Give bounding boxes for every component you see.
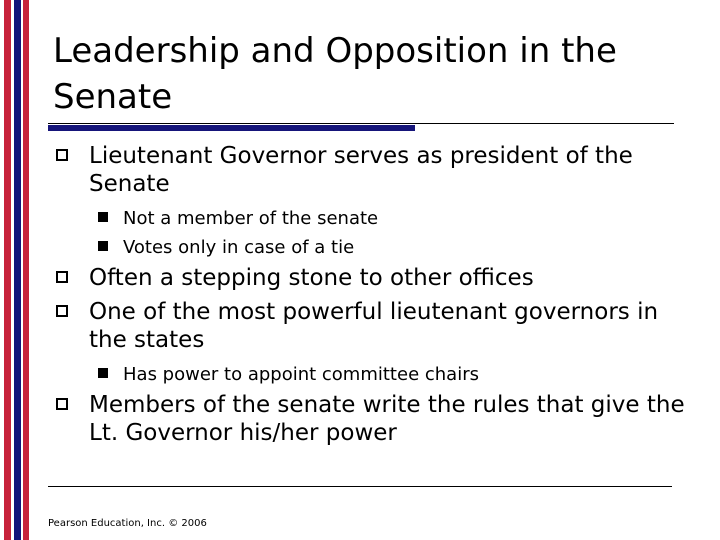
sub-bullet-item bbox=[56, 204, 696, 233]
bullet-list bbox=[56, 142, 696, 453]
footer-divider bbox=[48, 486, 672, 487]
sub-bullet-text: Votes only in case of a tie bbox=[123, 237, 355, 258]
bullet-item bbox=[56, 142, 696, 198]
filled-square-bullet-icon bbox=[98, 368, 108, 378]
filled-square-bullet-icon bbox=[98, 212, 108, 222]
title-divider-thick bbox=[48, 125, 415, 131]
hollow-square-bullet-icon bbox=[56, 149, 68, 161]
stripe-red bbox=[4, 0, 11, 540]
hollow-square-bullet-icon bbox=[56, 305, 68, 317]
sub-bullet-item bbox=[56, 360, 696, 389]
bullet-item bbox=[56, 391, 696, 447]
hollow-square-bullet-icon bbox=[56, 271, 68, 283]
bullet-text: Members of the senate write the rules that give the Lt. Governor his/her power bbox=[89, 392, 685, 446]
title-divider-thin bbox=[48, 123, 674, 124]
stripe-blue bbox=[14, 0, 21, 540]
sub-bullet-text: Has power to appoint committee chairs bbox=[123, 364, 479, 385]
footer-copyright: Pearson Education, Inc. © 2006 bbox=[48, 518, 207, 529]
sub-bullet-text: Not a member of the senate bbox=[123, 208, 379, 229]
hollow-square-bullet-icon bbox=[56, 398, 68, 410]
filled-square-bullet-icon bbox=[98, 241, 108, 251]
stripe-red bbox=[23, 0, 29, 540]
bullet-item bbox=[56, 264, 696, 292]
bullet-text: One of the most powerful lieutenant governors in the states bbox=[89, 299, 659, 353]
bullet-text: Lieutenant Governor serves as president of the Senate bbox=[89, 143, 633, 197]
sub-bullet-item bbox=[56, 233, 696, 262]
slide-title: Leadership and Opposition in the Senate bbox=[53, 31, 617, 117]
bullet-text: Often a stepping stone to other offices bbox=[89, 265, 534, 291]
bullet-item bbox=[56, 298, 696, 354]
flag-stripes bbox=[0, 0, 29, 540]
